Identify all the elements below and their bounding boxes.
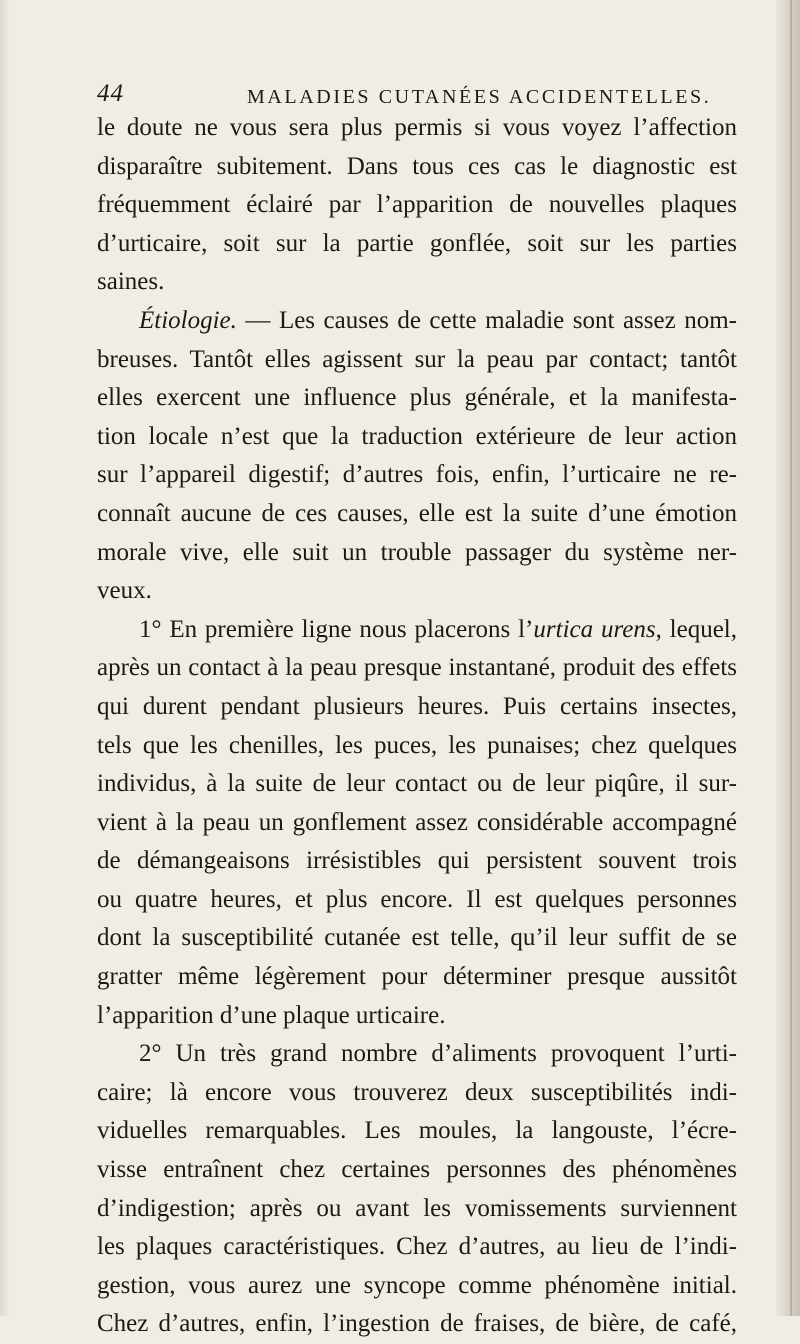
text-line: le doute ne vous sera plus permis si vous voyez l’affection: [97, 114, 737, 141]
page-number: 44: [97, 80, 124, 107]
text-line: vient à la peau un gonflement assez considérable accompagné: [97, 808, 737, 836]
text-line: individus, à la suite de leur contact ou de leur piqûre, il sur-: [97, 770, 737, 798]
text-line: gratter même légèrement pour déterminer presque aussitôt: [97, 963, 737, 991]
text-line: fréquemment éclairé par l’apparition de nouvelles plaques: [97, 191, 737, 219]
latin-term: urtica urens: [533, 615, 656, 643]
text-line: disparaître subitement. Dans tous ces cas le diagnostic est: [97, 152, 737, 180]
text-line: d’indigestion; après ou avant les vomissements surviennent: [97, 1194, 737, 1222]
text-line: sur l’appareil digestif; d’autres fois, enfin, l’urticaire ne re-: [97, 461, 737, 489]
text-line: l’apparition d’une plaque urticaire.: [97, 1001, 446, 1029]
body-text: [97, 109, 737, 1344]
text-line: gestion, vous aurez une syncope comme phénomène initial.: [97, 1271, 737, 1299]
text-line: après un contact à la peau presque instantané, produit des effets: [97, 654, 737, 682]
section-heading: Étiologie.: [139, 306, 237, 334]
text-line: connaît aucune de ces causes, elle est la suite d’une émotion: [97, 499, 737, 527]
text-line: caire; là encore vous trouverez deux susceptibilités indi-: [97, 1078, 737, 1106]
text-line: elles exercent une influence plus générale, et la manifesta-: [97, 384, 737, 412]
text-fragment: , lequel,: [655, 615, 737, 643]
text-line: tion locale n’est que la traduction extérieure de leur action: [97, 422, 737, 450]
page-edge: [776, 0, 800, 1316]
text-line: ou quatre heures, et plus encore. Il est quelques personnes: [97, 885, 737, 913]
text-line-etiologie: [97, 302, 737, 341]
page-edge-line: [790, 0, 792, 1316]
text-fragment: 1° En première ligne nous placerons l’: [139, 615, 534, 643]
text-line: de démangeaisons irrésistibles qui persistent souvent trois: [97, 847, 737, 875]
text-line: tels que les chenilles, les puces, les punaises; chez quelques: [97, 731, 737, 759]
text-line: qui durent pendant plusieurs heures. Puis certains insectes,: [97, 692, 737, 720]
text-line: viduelles remarquables. Les moules, la langouste, l’écre-: [97, 1117, 737, 1145]
text-line: dont la susceptibilité cutanée est telle, qu’il leur suffit de se: [97, 924, 737, 952]
text-line: visse entraînent chez certaines personnes des phénomènes: [97, 1156, 737, 1184]
text-line: 2° Un très grand nombre d’aliments provoquent l’urti-: [139, 1040, 737, 1068]
text-line: veux.: [97, 577, 152, 605]
text-line: Chez d’autres, enfin, l’ingestion de fraises, de bière, de café,: [97, 1310, 737, 1338]
text-line: morale vive, elle suit un trouble passager du système ner-: [97, 538, 737, 566]
text-line-urtica: [97, 611, 737, 650]
text-line: d’urticaire, soit sur la partie gonflée, soit sur les parties: [97, 229, 737, 257]
text-line: les plaques caractéristiques. Chez d’autres, au lieu de l’indi-: [97, 1233, 737, 1261]
text-line: breuses. Tantôt elles agissent sur la peau par contact; tantôt: [97, 345, 737, 373]
text-fragment: — Les causes de cette maladie sont assez nom-: [236, 306, 737, 334]
text-line: saines.: [97, 268, 165, 296]
running-title: MALADIES CUTANÉES ACCIDENTELLES.: [247, 86, 712, 108]
page-left-shadow: [0, 0, 10, 1316]
